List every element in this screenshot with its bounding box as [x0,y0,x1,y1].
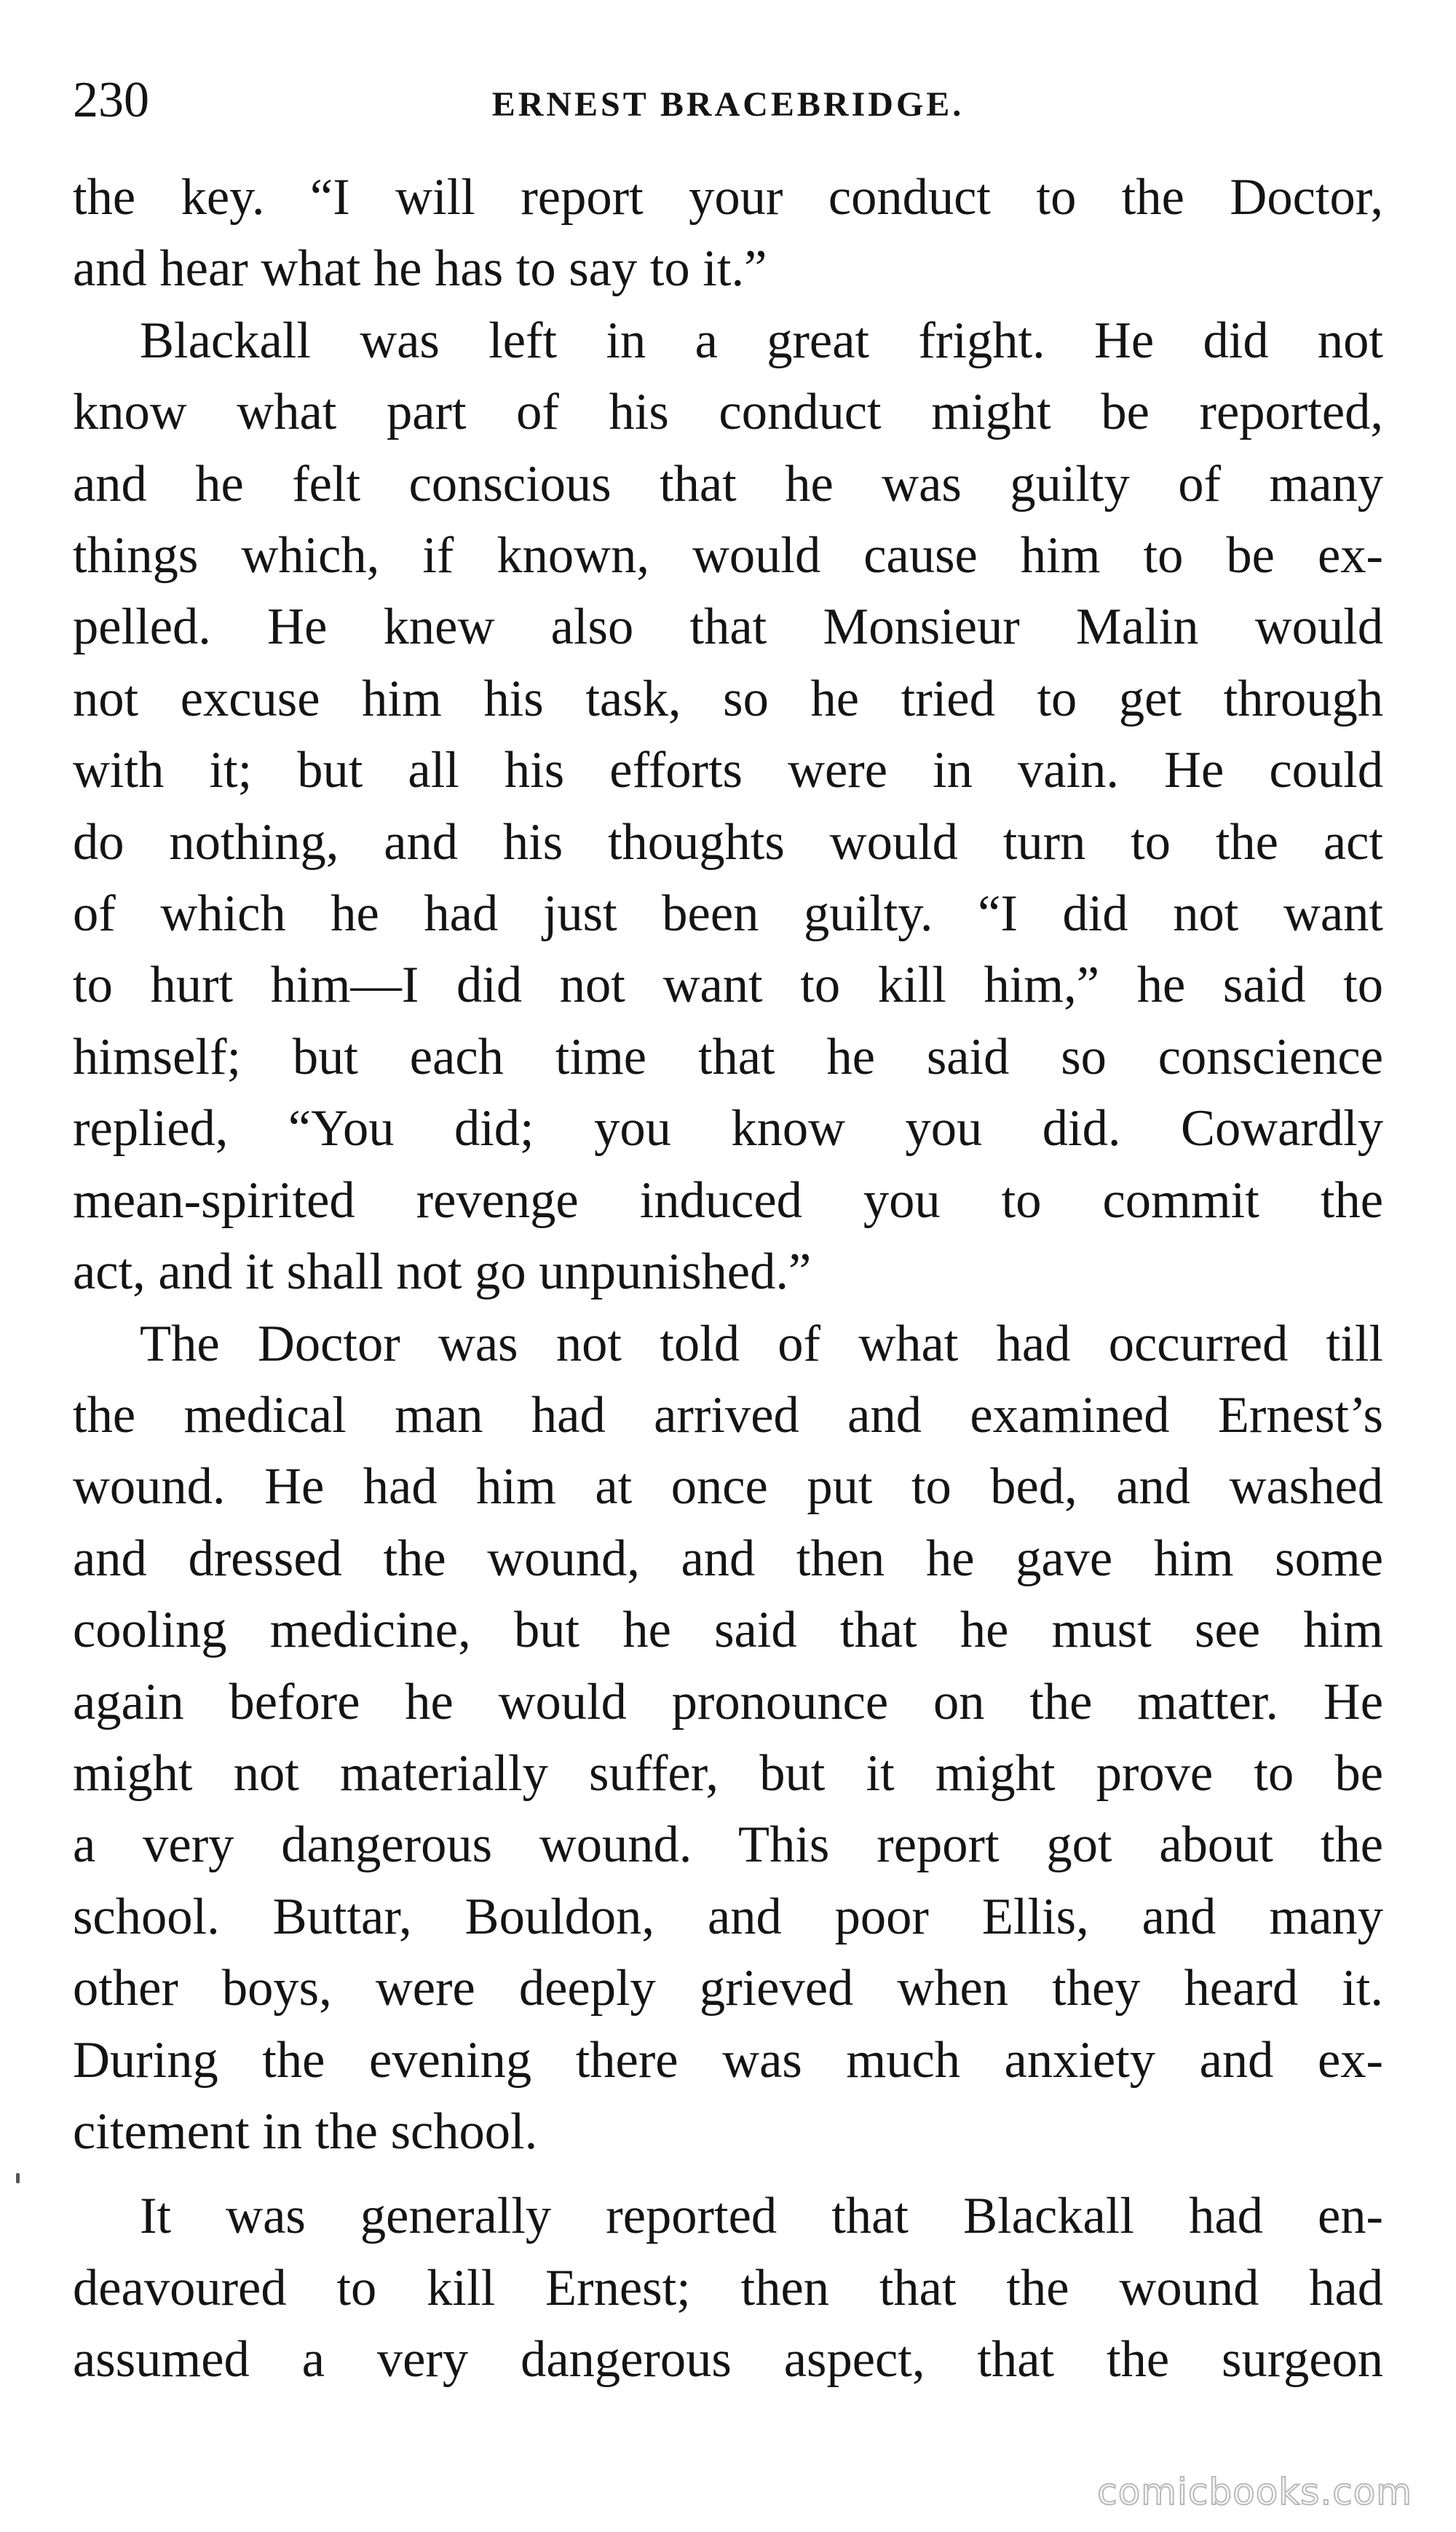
page-header [73,64,1383,137]
text-line: During the evening there was much anxiety and ex- [73,2031,1383,2089]
text-line: again before he would pronounce on the matter. He [73,1673,1383,1730]
running-title: ERNEST BRACEBRIDGE. [491,85,965,124]
paragraph [73,305,1383,1308]
text-line: deavoured to kill Ernest; then that the wound had [73,2259,1383,2317]
text-line: and he felt conscious that he was guilty of many [73,455,1383,513]
text-line: replied, “You did; you know you did. Cowardly [73,1100,1383,1158]
body-text [73,162,1383,2396]
paragraph [73,162,1383,305]
text-line: Blackall was left in a great fright. He did not [140,312,1383,369]
text-line: assumed a very dangerous aspect, that the surgeon [73,2331,1383,2389]
paragraph [73,2180,1383,2395]
text-line: things which, if known, would cause him to be ex- [73,527,1383,585]
text-line: a very dangerous wound. This report got about the [73,1816,1383,1874]
text-line: to hurt him—I did not want to kill him,” he said to [73,957,1383,1014]
text-line: citement in the school. [73,2102,538,2160]
text-line: do nothing, and his thoughts would turn to the act [73,813,1383,871]
text-line: the medical man had arrived and examined Ernest’s [73,1386,1383,1444]
text-line: cooling medicine, but he said that he must see him [73,1602,1383,1659]
text-line: himself; but each time that he said so conscience [73,1028,1383,1085]
text-line: mean-spirited revenge induced you to commit the [73,1171,1383,1229]
text-line: school. Buttar, Bouldon, and poor Ellis, and many [73,1888,1383,1945]
text-line: wound. He had him at once put to bed, and washed [73,1458,1383,1516]
paragraph [73,1308,1383,2168]
text-line: It was generally reported that Blackall had en- [140,2188,1383,2245]
text-line: know what part of his conduct might be reported, [73,384,1383,441]
page-number: 230 [73,72,149,128]
text-line: and dressed the wound, and then he gave him some [73,1530,1383,1587]
ink-speck [16,2173,20,2183]
text-line: other boys, were deeply grieved when they heard it. [73,1960,1383,2017]
text-line: not excuse him his task, so he tried to get through [73,670,1383,727]
text-line: and hear what he has to say to it.” [73,240,767,298]
text-line: the key. “I will report your conduct to the Doctor, [73,169,1383,226]
text-line: with it; but all his efforts were in vain. He could [73,742,1383,799]
text-line: of which he had just been guilty. “I did not want [73,885,1383,943]
watermark: comicbooks.com [1097,2471,1412,2513]
text-line: might not materially suffer, but it might prove to be [73,1744,1383,1802]
text-line: The Doctor was not told of what had occurred till [140,1315,1383,1372]
text-line: pelled. He knew also that Monsieur Malin would [73,598,1383,656]
text-line: act, and it shall not go unpunished.” [73,1243,812,1301]
